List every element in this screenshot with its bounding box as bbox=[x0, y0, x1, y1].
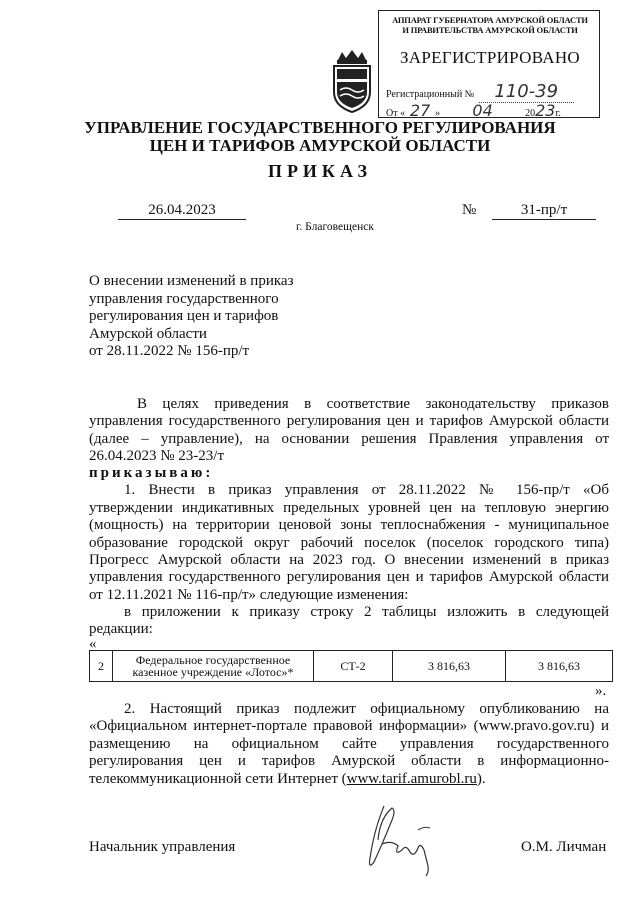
agency-title-line-2: ЦЕН И ТАРИФОВ АМУРСКОЙ ОБЛАСТИ bbox=[149, 136, 491, 155]
tarif-site-link[interactable]: www.tarif.amurobl.ru bbox=[346, 771, 477, 787]
preamble-line-2: управления государственного регулирования цен и тарифов Амурской области bbox=[89, 413, 609, 429]
order-number-sign: № bbox=[462, 202, 477, 218]
stamp-organization bbox=[385, 15, 595, 35]
para1-line-9: редакции: bbox=[89, 621, 153, 637]
stamp-org-line-1: АППАРАТ ГУБЕРНАТОРА АМУРСКОЙ ОБЛАСТИ bbox=[392, 15, 588, 25]
stamp-date-mid: » bbox=[435, 108, 441, 119]
preamble-line-1: В целях приведения в соответствие законодательству приказов bbox=[137, 396, 609, 412]
para2-line-4: регулирования цен и тарифов Амурской области в информационно- bbox=[89, 753, 609, 769]
stamp-date-prefix: От « bbox=[386, 108, 406, 119]
table-cell-name: Федеральное государственное казенное учреждение «Лотос»* bbox=[113, 651, 314, 682]
stamp-date-year: 23 bbox=[535, 101, 556, 120]
preamble-line-4: 26.04.2023 № 23-23/т bbox=[89, 448, 225, 464]
coat-of-arms-emblem bbox=[328, 48, 376, 114]
open-quote: « bbox=[89, 636, 97, 652]
table-cell-value-1: 3 816,63 bbox=[393, 651, 506, 682]
para1-line-7: от 12.11.2021 № 116-пр/т» следующие изменения: bbox=[89, 587, 409, 603]
city-label: г. Благовещенск bbox=[296, 221, 374, 233]
close-quote: ». bbox=[595, 683, 607, 699]
registration-stamp bbox=[378, 10, 600, 118]
table-row bbox=[90, 651, 613, 682]
document-type-title: ПРИКАЗ bbox=[267, 161, 373, 181]
signatory-name: О.М. Личман bbox=[521, 839, 607, 855]
order-word: приказываю: bbox=[89, 465, 214, 481]
para2-line-5 bbox=[89, 770, 486, 788]
stamp-date-suffix: г. bbox=[555, 108, 561, 119]
para2-line-2: «Официальном интернет-портале правовой информации» (www.pravo.gov.ru) и bbox=[89, 718, 609, 734]
stamp-reg-number: 110-39 bbox=[479, 81, 574, 103]
table-cell-code: СТ-2 bbox=[314, 651, 393, 682]
para2-line-5-prefix: телекоммуникационной сети Интернет ( bbox=[89, 771, 347, 787]
preamble-line-3: (далее – управление), на основании решения Правления управления от bbox=[89, 431, 609, 447]
order-date: 26.04.2023 bbox=[118, 201, 246, 220]
para1-line-6: управления государственного регулирования цен и тарифов Амурской области bbox=[89, 569, 609, 585]
stamp-date-day: 27 bbox=[409, 101, 431, 120]
stamp-reg-label: Регистрационный № bbox=[386, 89, 475, 100]
para1-line-8: в приложении к приказу строку 2 таблицы изложить в следующей bbox=[124, 604, 609, 620]
subject-line-1: О внесении изменений в приказ bbox=[89, 273, 294, 289]
para1-line-3: (мощность) на территории ценовой зоны теплоснабжения - муниципальное bbox=[89, 517, 609, 533]
subject-line-2: управления государственного bbox=[89, 291, 279, 307]
stamp-org-line-2: И ПРАВИТЕЛЬСТВА АМУРСКОЙ ОБЛАСТИ bbox=[402, 25, 578, 35]
para1-line-5: Прогресс Амурской области на 2023 год. О внесении изменений в приказ bbox=[89, 552, 609, 568]
para2-line-5-suffix: ). bbox=[476, 771, 486, 787]
handwritten-signature bbox=[362, 800, 442, 878]
stamp-date-year-prefix: 20 bbox=[525, 108, 536, 119]
signatory-position: Начальник управления bbox=[89, 839, 236, 855]
stamp-reg-number-line bbox=[386, 81, 574, 103]
subject-line-5: от 28.11.2022 № 156-пр/т bbox=[89, 343, 250, 359]
agency-title-line-1: УПРАВЛЕНИЕ ГОСУДАРСТВЕННОГО РЕГУЛИРОВАНИЯ bbox=[84, 118, 556, 137]
tariff-table bbox=[89, 650, 613, 682]
para2-line-3: размещению на официальном сайте управления государственного bbox=[89, 736, 609, 752]
subject-line-4: Амурской области bbox=[89, 326, 207, 342]
para1-line-1: 1. Внести в приказ управления от 28.11.2022 № 156-пр/т «Об bbox=[124, 482, 609, 498]
subject-line-3: регулирования цен и тарифов bbox=[89, 308, 279, 324]
para1-line-2: утверждении индикативных предельных уровней цен на тепловую энергию bbox=[89, 500, 609, 516]
stamp-date-month: 04 bbox=[472, 101, 493, 120]
table-cell-number: 2 bbox=[90, 651, 113, 682]
table-cell-value-2: 3 816,63 bbox=[506, 651, 613, 682]
order-number: 31-пр/т bbox=[492, 201, 596, 220]
stamp-registered-title: ЗАРЕГИСТРИРОВАНО bbox=[399, 48, 581, 67]
para2-line-1: 2. Настоящий приказ подлежит официальному опубликованию на bbox=[124, 701, 609, 717]
para1-line-4: образование городской округ рабочий поселок (поселок городского типа) bbox=[89, 535, 609, 551]
